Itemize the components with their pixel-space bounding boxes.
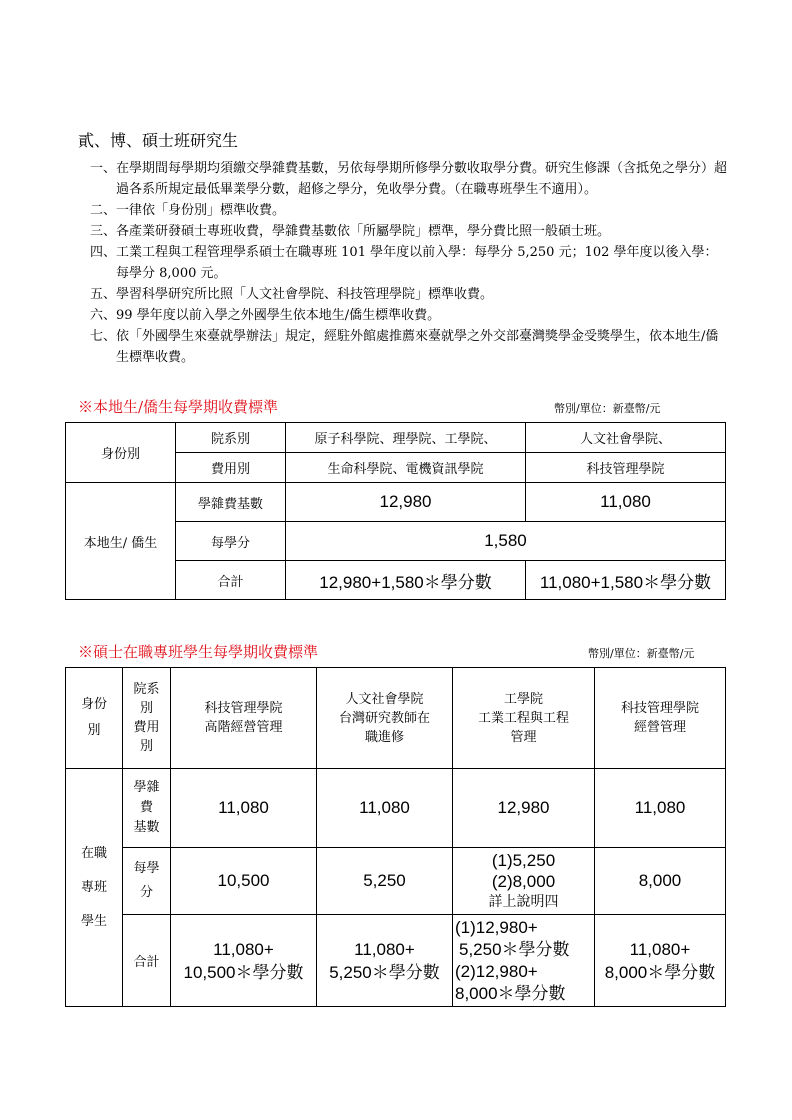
table-cell: 12,980+1,580＊學分數 xyxy=(286,561,526,600)
table-cell: 11,080 xyxy=(171,769,317,848)
identity-header-line: 身份 xyxy=(80,697,107,712)
item-text: 工業工程與工程管理學系碩士在職專班 101 學年度以前入學：每學分 5,250 元；102 學年度以後入學：每學分 8,000 元。 xyxy=(116,245,718,281)
table-row xyxy=(66,483,726,522)
col2-header-line1: 人文社會學院、 xyxy=(526,423,726,453)
identity-header xyxy=(66,668,123,769)
item-text: 各產業研發碩士專班收費，學雜費基數依「所屬學院」標準，學分費比照一般碩士班。 xyxy=(116,224,611,239)
table-row xyxy=(66,915,726,1007)
list-item xyxy=(90,158,730,200)
header-line: 經營管理 xyxy=(633,720,686,735)
section1-unit: 幣別/單位：新臺幣/元 xyxy=(554,402,661,415)
row-label xyxy=(123,769,171,848)
item-number: 四、 xyxy=(90,245,117,260)
table-cell xyxy=(453,915,595,1007)
item-text: 依「外國學生來臺就學辦法」規定，經駐外館處推薦來臺就學之外交部臺灣獎學金受獎學生，依本地生/僑生標準收費。 xyxy=(116,329,719,365)
table-row xyxy=(66,668,726,769)
header-line: 工業工程與工程 xyxy=(477,710,569,726)
row-label: 學雜費基數 xyxy=(176,483,286,522)
cell-line: (1)5,250 xyxy=(491,850,556,870)
item-number: 二、 xyxy=(90,203,117,218)
section-heading: 貳、博、碩士班研究生 xyxy=(78,131,239,150)
identity-line: 學生 xyxy=(80,913,107,929)
label-line: 分 xyxy=(139,885,153,900)
table-cell: 12,980 xyxy=(453,769,595,848)
item-text: 99 學年度以前入學之外國學生依本地生/僑生標準收費。 xyxy=(116,308,441,323)
cell-line: 8,000＊學分數 xyxy=(455,983,566,1003)
col1-header-line1: 原子科學院、理學院、工學院、 xyxy=(286,423,526,453)
inservice-fee-table xyxy=(65,667,726,1007)
list-item xyxy=(90,200,730,221)
table-row xyxy=(66,423,726,453)
col3-header xyxy=(453,668,595,769)
list-item xyxy=(90,326,730,368)
col1-header-line2: 生命科學院、電機資訊學院 xyxy=(286,453,526,483)
notes-list xyxy=(90,158,730,368)
cell-line: 5,250＊學分數 xyxy=(329,962,440,982)
item-number: 六、 xyxy=(90,308,117,323)
header-line: 院系 xyxy=(133,682,160,697)
cell-line: 11,080+ xyxy=(629,939,691,959)
item-number: 一、 xyxy=(90,161,117,176)
header-line: 工學院 xyxy=(503,691,543,707)
cell-line: (1)12,980+ xyxy=(455,917,538,937)
header-line: 科技管理學院 xyxy=(620,701,699,716)
table-cell: 8,000 xyxy=(595,848,726,915)
table-cell: 11,080 xyxy=(595,769,726,848)
section1-title: ※本地生/僑生每學期收費標準 xyxy=(78,398,279,416)
table-cell: 10,500 xyxy=(171,848,317,915)
list-item xyxy=(90,221,730,242)
cell-line: 詳上說明四 xyxy=(488,893,559,910)
row-label xyxy=(123,848,171,915)
cell-line: 10,500＊學分數 xyxy=(183,962,304,982)
label-line: 費 xyxy=(139,800,153,815)
row-identity xyxy=(66,769,123,1007)
row-label: 合計 xyxy=(123,915,171,1007)
cell-line: (2)12,980+ xyxy=(455,961,538,981)
cell-line: 11,080+ xyxy=(213,939,274,959)
col2-header xyxy=(317,668,453,769)
item-text: 一律依「身份別」標準收費。 xyxy=(116,203,286,218)
header-line: 管理 xyxy=(510,729,537,745)
table-cell: 5,250 xyxy=(317,848,453,915)
header-line: 科技管理學院 xyxy=(204,701,283,716)
table-cell: 11,080 xyxy=(317,769,453,848)
list-item xyxy=(90,242,730,284)
label-line: 基數 xyxy=(133,820,160,835)
fee-label: 費用別 xyxy=(176,453,286,483)
header-line: 別 xyxy=(139,701,153,716)
header-line: 人文社會學院 xyxy=(345,691,424,707)
table-row xyxy=(66,848,726,915)
row-label: 每學分 xyxy=(176,522,286,561)
college-fee-header xyxy=(123,668,171,769)
col1-header xyxy=(171,668,317,769)
header-line: 費用 xyxy=(133,720,160,735)
col4-header xyxy=(595,668,726,769)
cell-line: 5,250＊學分數 xyxy=(459,939,570,959)
header-line: 台灣研究教師在 xyxy=(338,710,430,726)
row-identity: 本地生/ 僑生 xyxy=(66,483,176,600)
table-row xyxy=(66,769,726,848)
table-cell xyxy=(595,915,726,1007)
table-cell xyxy=(317,915,453,1007)
table-cell: 11,080+1,580＊學分數 xyxy=(526,561,726,600)
list-item xyxy=(90,284,730,305)
item-number: 五、 xyxy=(90,287,117,302)
table-cell xyxy=(453,848,595,915)
section2-unit: 幣別/單位：新臺幣/元 xyxy=(588,647,695,660)
item-text: 在學期間每學期均須繳交學雜費基數，另依每學期所修學分數收取學分費。研究生修課（含抵免之學分）超過各系所規定最低畢業學分數，超修之學分，免收學分費。（在職專班學生不適用）。 xyxy=(116,161,728,197)
row-label: 合計 xyxy=(176,561,286,600)
table-cell: 12,980 xyxy=(286,483,526,522)
table-cell xyxy=(171,915,317,1007)
item-number: 三、 xyxy=(90,224,117,239)
header-line: 職進修 xyxy=(364,729,404,745)
header-line: 高階經營管理 xyxy=(204,720,283,735)
table-cell: 11,080 xyxy=(526,483,726,522)
table-cell: 1,580 xyxy=(286,522,726,561)
cell-line: 11,080+ xyxy=(354,939,415,959)
list-item xyxy=(90,305,730,326)
identity-header: 身份別 xyxy=(66,423,176,483)
item-number: 七、 xyxy=(90,329,117,344)
cell-line: (2)8,000 xyxy=(491,871,556,891)
identity-header-line: 別 xyxy=(87,723,101,738)
label-line: 每學 xyxy=(133,861,160,876)
college-label: 院系別 xyxy=(176,423,286,453)
identity-line: 專班 xyxy=(80,879,107,895)
header-line: 別 xyxy=(139,739,153,754)
section2-title: ※碩士在職專班學生每學期收費標準 xyxy=(78,643,319,661)
col2-header-line2: 科技管理學院 xyxy=(526,453,726,483)
local-student-fee-table xyxy=(65,422,726,600)
cell-line: 8,000＊學分數 xyxy=(604,962,716,982)
label-line: 學雜 xyxy=(133,780,160,795)
identity-line: 在職 xyxy=(80,845,107,861)
item-text: 學習科學研究所比照「人文社會學院、科技管理學院」標準收費。 xyxy=(116,287,494,302)
